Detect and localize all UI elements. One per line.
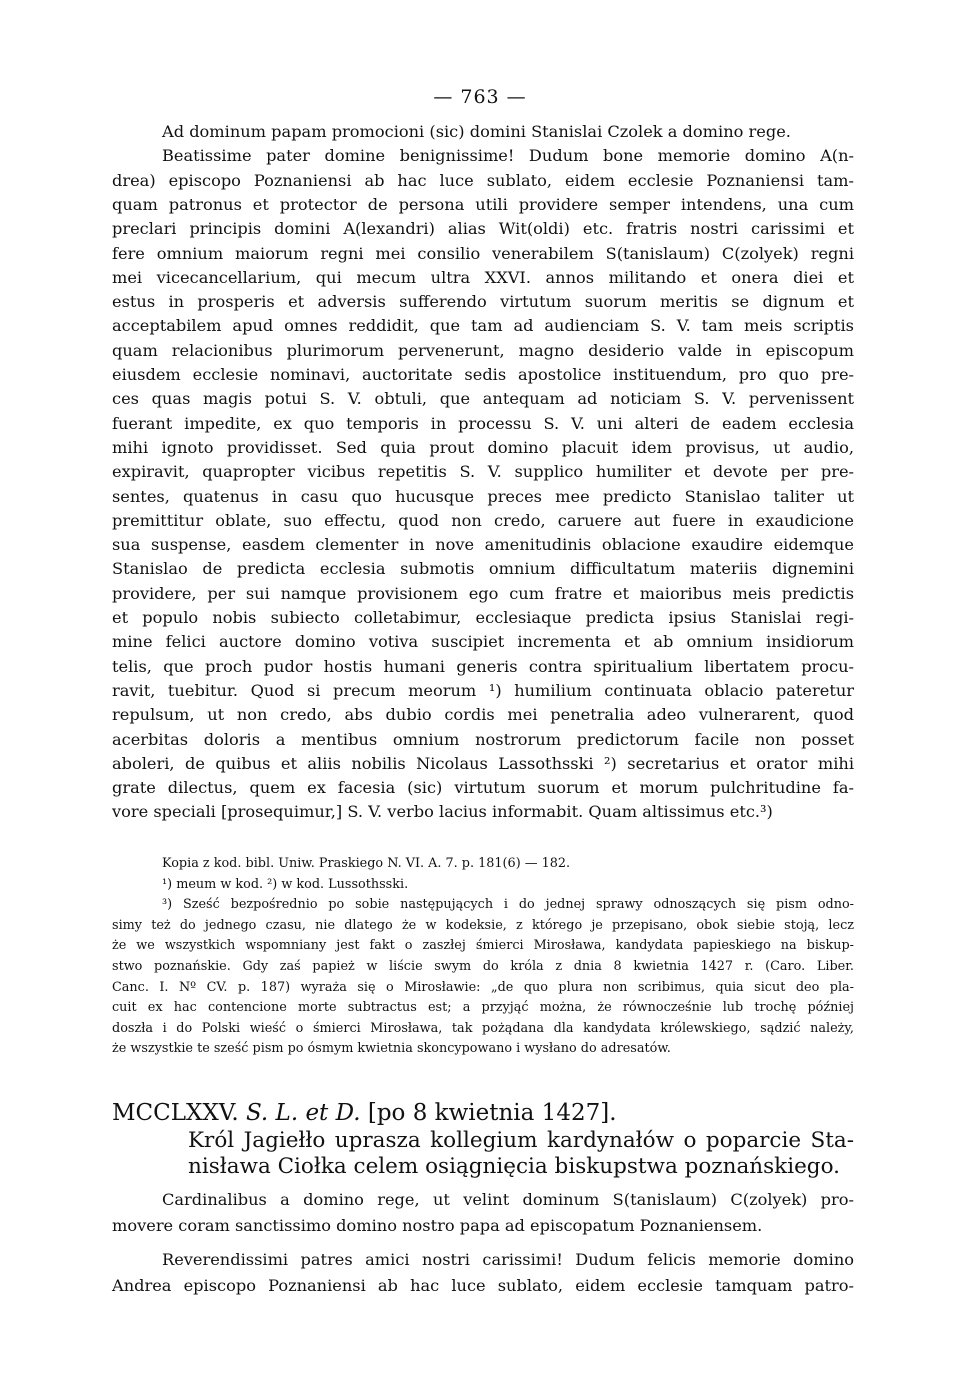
text-line: estus in prosperis et adversis sufferendo virtutum suorum meritis se dignum et (112, 292, 854, 312)
text-line: sentes, quatenus in casu quo hucusque preces mee predicto Stanislao taliter ut (112, 486, 854, 506)
text-line: movere coram sanctissimo domino nostro papa ad episcopatum Poznaniensem. (112, 1216, 763, 1235)
footnote-line: ³) Sześć bezpośrednio po sobie następujących i do jednej sprawy odnoszących się pism odno- (162, 897, 854, 913)
document-summary-line: Król Jagiełło uprasza kollegium kardynałów o poparcie Sta- (188, 1128, 854, 1153)
document-summary-line: nisława Ciołka celem osiągnięcia biskupstwa poznańskiego. (188, 1154, 840, 1179)
text-line: Reverendissimi patres amici nostri carissimi! Dudum felicis memorie domino (162, 1250, 854, 1269)
text-line: repulsum, ut non credo, abs dubio cordis mei penetralia adeo vulnerarent, quod (112, 705, 854, 725)
document-number: MCCLXXV. (112, 1100, 239, 1126)
document-date: [po 8 kwietnia 1427]. (367, 1100, 617, 1126)
footnote-line: Kopia z kod. bibl. Uniw. Praskiego N. VI. A. 7. p. 181(6) — 182. (162, 856, 571, 871)
text-line: mihi ignoto providisset. Sed quia prout domino placuit idem provisus, ut audio, (112, 437, 854, 457)
text-line: quam patronus et protector de persona utili providere semper intendens, una cum (112, 194, 854, 214)
text-line: preclari principis domini A(lexandri) alias Wit(oldi) etc. fratris nostri carissimi et (112, 219, 854, 239)
text-line: acceptabilem apud omnes reddidit, que tam ad audienciam S. V. tam meis scriptis (112, 316, 854, 336)
text-line: Cardinalibus a domino rege, ut velint dominum S(tanislaum) C(zolyek) pro- (162, 1190, 854, 1209)
text-line: expiravit, quapropter vicibus repetitis S. V. supplico humiliter et devote per pre- (112, 462, 854, 482)
text-line: mine felici auctore domino votiva suscipiet incrementa et ab omnium insidiorum (112, 632, 854, 652)
text-line: providere, per sui namque provisionem ego cum fratre et maioribus meis predictis (112, 583, 854, 603)
footnote-line: że we wszystkich wspomniany jest fakt o zaszłej śmierci Mirosława, kandydata papieskiego na biskup- (112, 938, 854, 954)
footnote-line: ¹) meum w kod. ²) w kod. Lussothsski. (162, 876, 409, 892)
text-line: sua suspense, easdem clementer in nove amenitudinis oblacione exaudire eidemque (112, 535, 854, 555)
footnote-line: Canc. I. Nº CV. p. 187) wyraża się o Mirosławie: „de quo plura non scribimus, quia sicut deo pla- (112, 979, 854, 995)
footnote-line: że wszystkie te sześć pism po ósmym kwietnia skoncypowano i wysłano do adresatów. (112, 1041, 671, 1057)
text-line: premittitur oblate, suo effectu, quod non credo, caruere aut fuere in exaudicione (112, 510, 854, 530)
footnote-line: doszła i do Polski wieść o śmierci Mirosława, tak pożądana dla kandydata królewskiego, sądzić należy, (112, 1020, 854, 1036)
document-place-date: S. L. et D. (245, 1100, 361, 1126)
text-line: vore speciali [prosequimur,] S. V. verbo lacius informabit. Quam altissimus etc.³) (112, 802, 773, 822)
text-line: Andrea episcopo Poznaniensi ab hac luce sublato, eidem ecclesie tamquam patro- (112, 1276, 854, 1295)
text-line: telis, que proch pudor hostis humani generis contra spiritualium libertatem procu- (112, 656, 854, 676)
text-line: acerbitas doloris a mentibus omnium nostrorum predictorum facile non posset (112, 729, 854, 749)
text-line: eiusdem ecclesie nominavi, auctoritate sedis apostolice instituendum, pro quo pre- (112, 365, 854, 384)
text-line: Beatissime pater domine benignissime! Dudum bone memorie domino A(n- (162, 146, 854, 166)
text-line: fuerant impedite, ex quo temporis in processu S. V. uni alteri de eadem ecclesia (112, 413, 854, 433)
footnote-line: simy też do jednego czasu, nie dlatego że w kodeksie, z którego je przepisano, obok siebie stoją, lecz (112, 917, 854, 933)
text-line: aboleri, de quibus et aliis nobilis Nicolaus Lassothsski ²) secretarius et orator mihi (112, 753, 854, 773)
text-line: et populo nobis subiecto colletabimur, ecclesiaque predicta ipsius Stanislai regi- (112, 608, 854, 627)
page-number: — 763 — (433, 86, 527, 108)
text-line: Ad dominum papam promocioni (sic) domini Stanislai Czolek a domino rege. (162, 122, 791, 141)
text-line: ravit, tuebitur. Quod si precum meorum ¹) humilium continuata oblacio pateretur (112, 680, 854, 700)
footnote-line: cuit ex hac contencione morte subtractus est; a przyjąć można, że równocześnie lub trochę później (112, 1000, 854, 1016)
text-line: drea) episcopo Poznaniensi ab hac luce sublato, eidem ecclesie Poznaniensi tam- (112, 170, 854, 190)
text-line: mei vicecancellarium, qui mecum ultra XXVI. annos militando et onera diei et (112, 267, 854, 287)
text-line: Stanislao de predicta ecclesia submotis omnium difficultatum materiis dignemini (112, 559, 854, 579)
text-line: quam relacionibus plurimorum pervenerunt, magno desiderio valde in episcopum (112, 340, 854, 360)
text-line: fere omnium maiorum regni mei consilio venerabilem S(tanislaum) C(zolyek) regni (112, 243, 854, 263)
document-header (112, 1098, 854, 1128)
footnote-line: stwo poznańskie. Gdy zaś papież w liście swym do króla z dnia 8 kwietnia 1427 r. (Caro. Liber. (112, 959, 854, 974)
text-line: ces quas magis potui S. V. obtuli, que antequam ad noticiam S. V. pervenissent (112, 389, 854, 409)
text-line: grate dilectus, quem ex facesia (sic) virtutum suorum et morum pulchritudine fa- (112, 778, 854, 798)
